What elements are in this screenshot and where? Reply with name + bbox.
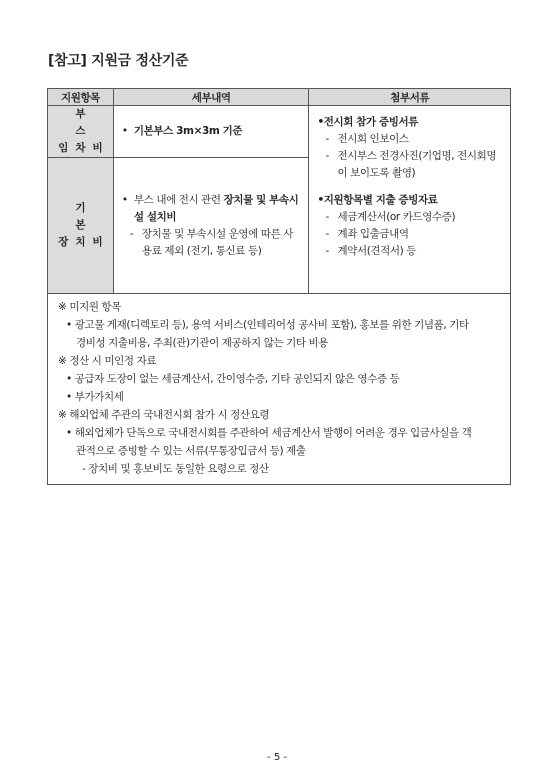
table-header-row xyxy=(48,89,511,106)
list-item: - 계약서(견적서) 등 xyxy=(325,245,417,257)
note-line: - 장치비 및 홍보비도 동일한 요령으로 정산 xyxy=(82,463,269,475)
header-support-item: 지원항목 xyxy=(48,89,114,106)
list-item: - 전시부스 전경사진(기업명, 전시회명이 보이도록 촬영) xyxy=(325,150,497,179)
list-item: - 세금계산서(or 카드영수증) xyxy=(325,211,456,223)
note-line: • 해외업체가 단독으로 국내전시회를 주관하여 세금계산서 발행이 어려운 경우 입금사실을 객 xyxy=(66,427,472,439)
header-details: 세부내역 xyxy=(113,89,309,106)
header-attachments: 첨부서류 xyxy=(309,89,511,106)
note-heading: ※ 해외업체 주관의 국내전시회 참가 시 정산요령 xyxy=(58,409,270,421)
note-line: 경비성 지출비용, 주최(관)기관이 제공하지 않는 기타 비용 xyxy=(76,337,329,349)
subsidy-settlement-table xyxy=(47,88,511,485)
docs-group1-title: •전시회 참가 증빙서류 xyxy=(317,116,418,128)
note-line: • 광고물 게재(디렉토리 등), 용역 서비스(인테리어성 공사비 포함), 홍보를 위한 기념품, 기타 xyxy=(66,319,469,331)
note-line: 관적으로 증빙할 수 있는 서류(무통장입금서 등) 제출 xyxy=(76,445,306,457)
note-heading: ※ 정산 시 미인정 자료 xyxy=(58,355,157,367)
row-label-booth-rent: 부 스 임차비 xyxy=(48,106,114,158)
note-heading: ※ 미지원 항목 xyxy=(58,301,121,313)
booth-rent-details: • 기본부스 3m×3m 기준 xyxy=(113,106,309,158)
list-item: - 전시회 인보이스 xyxy=(325,133,409,145)
page-number: - 5 - xyxy=(267,752,287,763)
basic-installation-details: • 부스 내에 전시 관련 장치물 및 부속시설 설치비 - 장치물 및 부속시설 운영에 따른 사용료 제외 (전기, 통신료 등) xyxy=(113,158,309,294)
table-row xyxy=(48,106,511,158)
docs-group2-title: •지원항목별 지출 증빙자료 xyxy=(317,194,438,206)
note-line: • 공급자 도장이 없는 세금계산서, 간이영수증, 기타 공인되지 않은 영수증 등 xyxy=(66,373,400,385)
note-line: • 부가가치세 xyxy=(66,391,124,403)
notes-row xyxy=(48,294,511,485)
list-item: - 계좌 입출금내역 xyxy=(325,228,409,240)
notes-cell xyxy=(48,294,511,485)
page-title: [참고] 지원금 정산기준 xyxy=(48,53,189,69)
row-label-basic-installation: 기 본 장치비 xyxy=(48,158,114,294)
attachments-cell xyxy=(309,106,511,294)
